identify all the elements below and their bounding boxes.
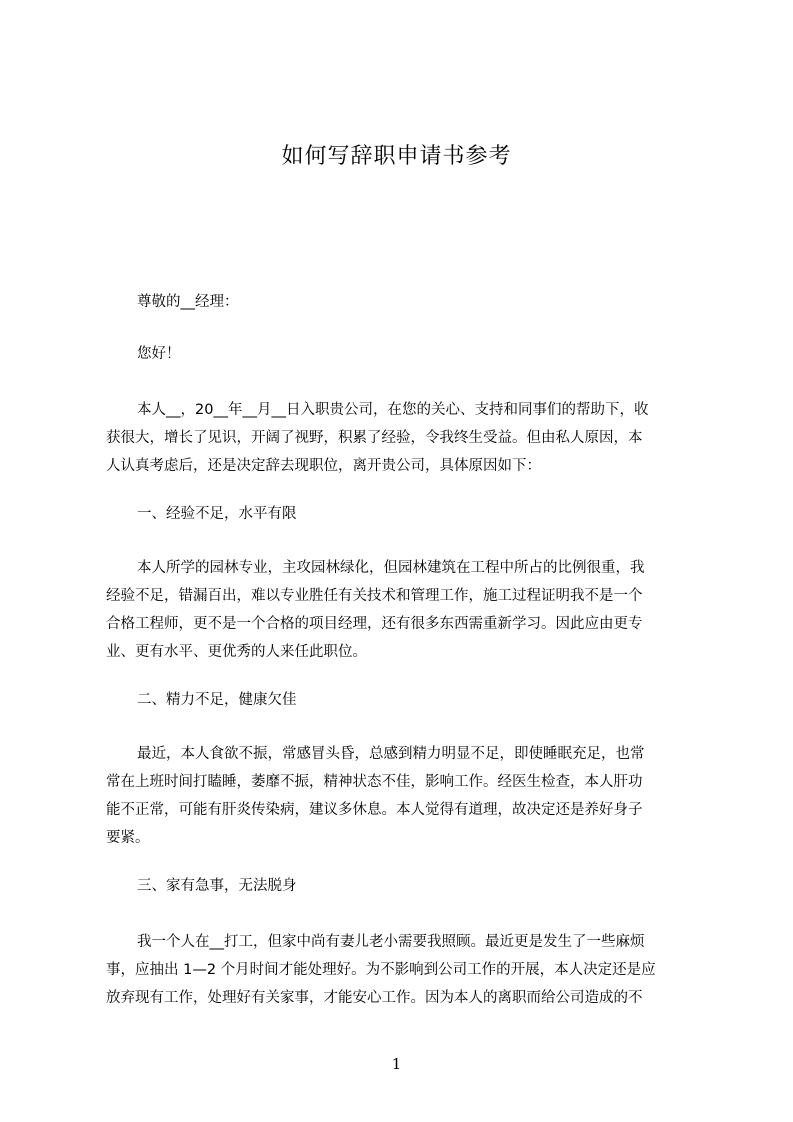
section1-paragraph [106,554,702,666]
section2-paragraph [106,740,702,852]
document-title: 如何写辞职申请书参考 [281,144,512,169]
page-number: 1 [391,1055,402,1073]
greeting [106,340,702,368]
section1-line: 合格工程师，更不是一个合格的项目经理，还有很多东西需重新学习。因此应由更专 [106,616,643,632]
section2-line: 能不正常，可能有肝炎传染病，建议多休息。本人觉得有道理，故决定还是养好身子 [106,802,643,818]
section3-paragraph [106,928,702,1012]
section1-line: 经验不足，错漏百出，难以专业胜任有关技术和管理工作，施工过程证明我不是一个 [106,588,643,604]
section3-line: 放弃现有工作，处理好有关家事，才能安心工作。因为本人的离职而给公司造成的不 [106,990,643,1006]
section2-heading-line: 二、精力不足，健康欠佳 [137,692,297,708]
salutation [106,288,702,316]
section1-heading [106,500,702,528]
section3-heading-line: 三、家有急事，无法脱身 [137,878,297,894]
intro-line: 获很大，增长了见识，开阔了视野，积累了经验，令我终生受益。但由私人原因，本 [106,430,643,446]
section2-line: 要紧。 [106,830,150,846]
section1-line: 业、更有水平、更优秀的人来任此职位。 [106,644,367,660]
section2-heading [106,686,702,714]
section2-line: 常在上班时间打瞌睡，萎靡不振，精神状态不佳，影响工作。经医生检查，本人肝功 [106,774,643,790]
section1-heading-line: 一、经验不足，水平有限 [137,506,297,522]
salutation-line: 尊敬的__经理： [137,294,239,310]
intro-paragraph [106,396,702,480]
section3-heading [106,872,702,900]
section1-line: 本人所学的园林专业，主攻园林绿化，但园林建筑在工程中所占的比例很重，我 [137,560,645,576]
intro-line: 本人__，20__年__月__日入职贵公司，在您的关心、支持和同事们的帮助下，收 [137,402,649,418]
intro-line: 人认真考虑后，还是决定辞去现职位，离开贵公司，具体原因如下： [106,458,541,474]
greeting-line: 您好！ [137,346,181,362]
section3-line: 事，应抽出 1—2 个月时间才能处理好。为不影响到公司工作的开展，本人决定还是应 [106,962,656,978]
section3-line: 我一个人在__打工，但家中尚有妻儿老小需要我照顾。最近更是发生了一些麻烦 [137,934,645,950]
section2-line: 最近，本人食欲不振，常感冒头昏，总感到精力明显不足，即使睡眠充足，也常 [137,746,645,762]
